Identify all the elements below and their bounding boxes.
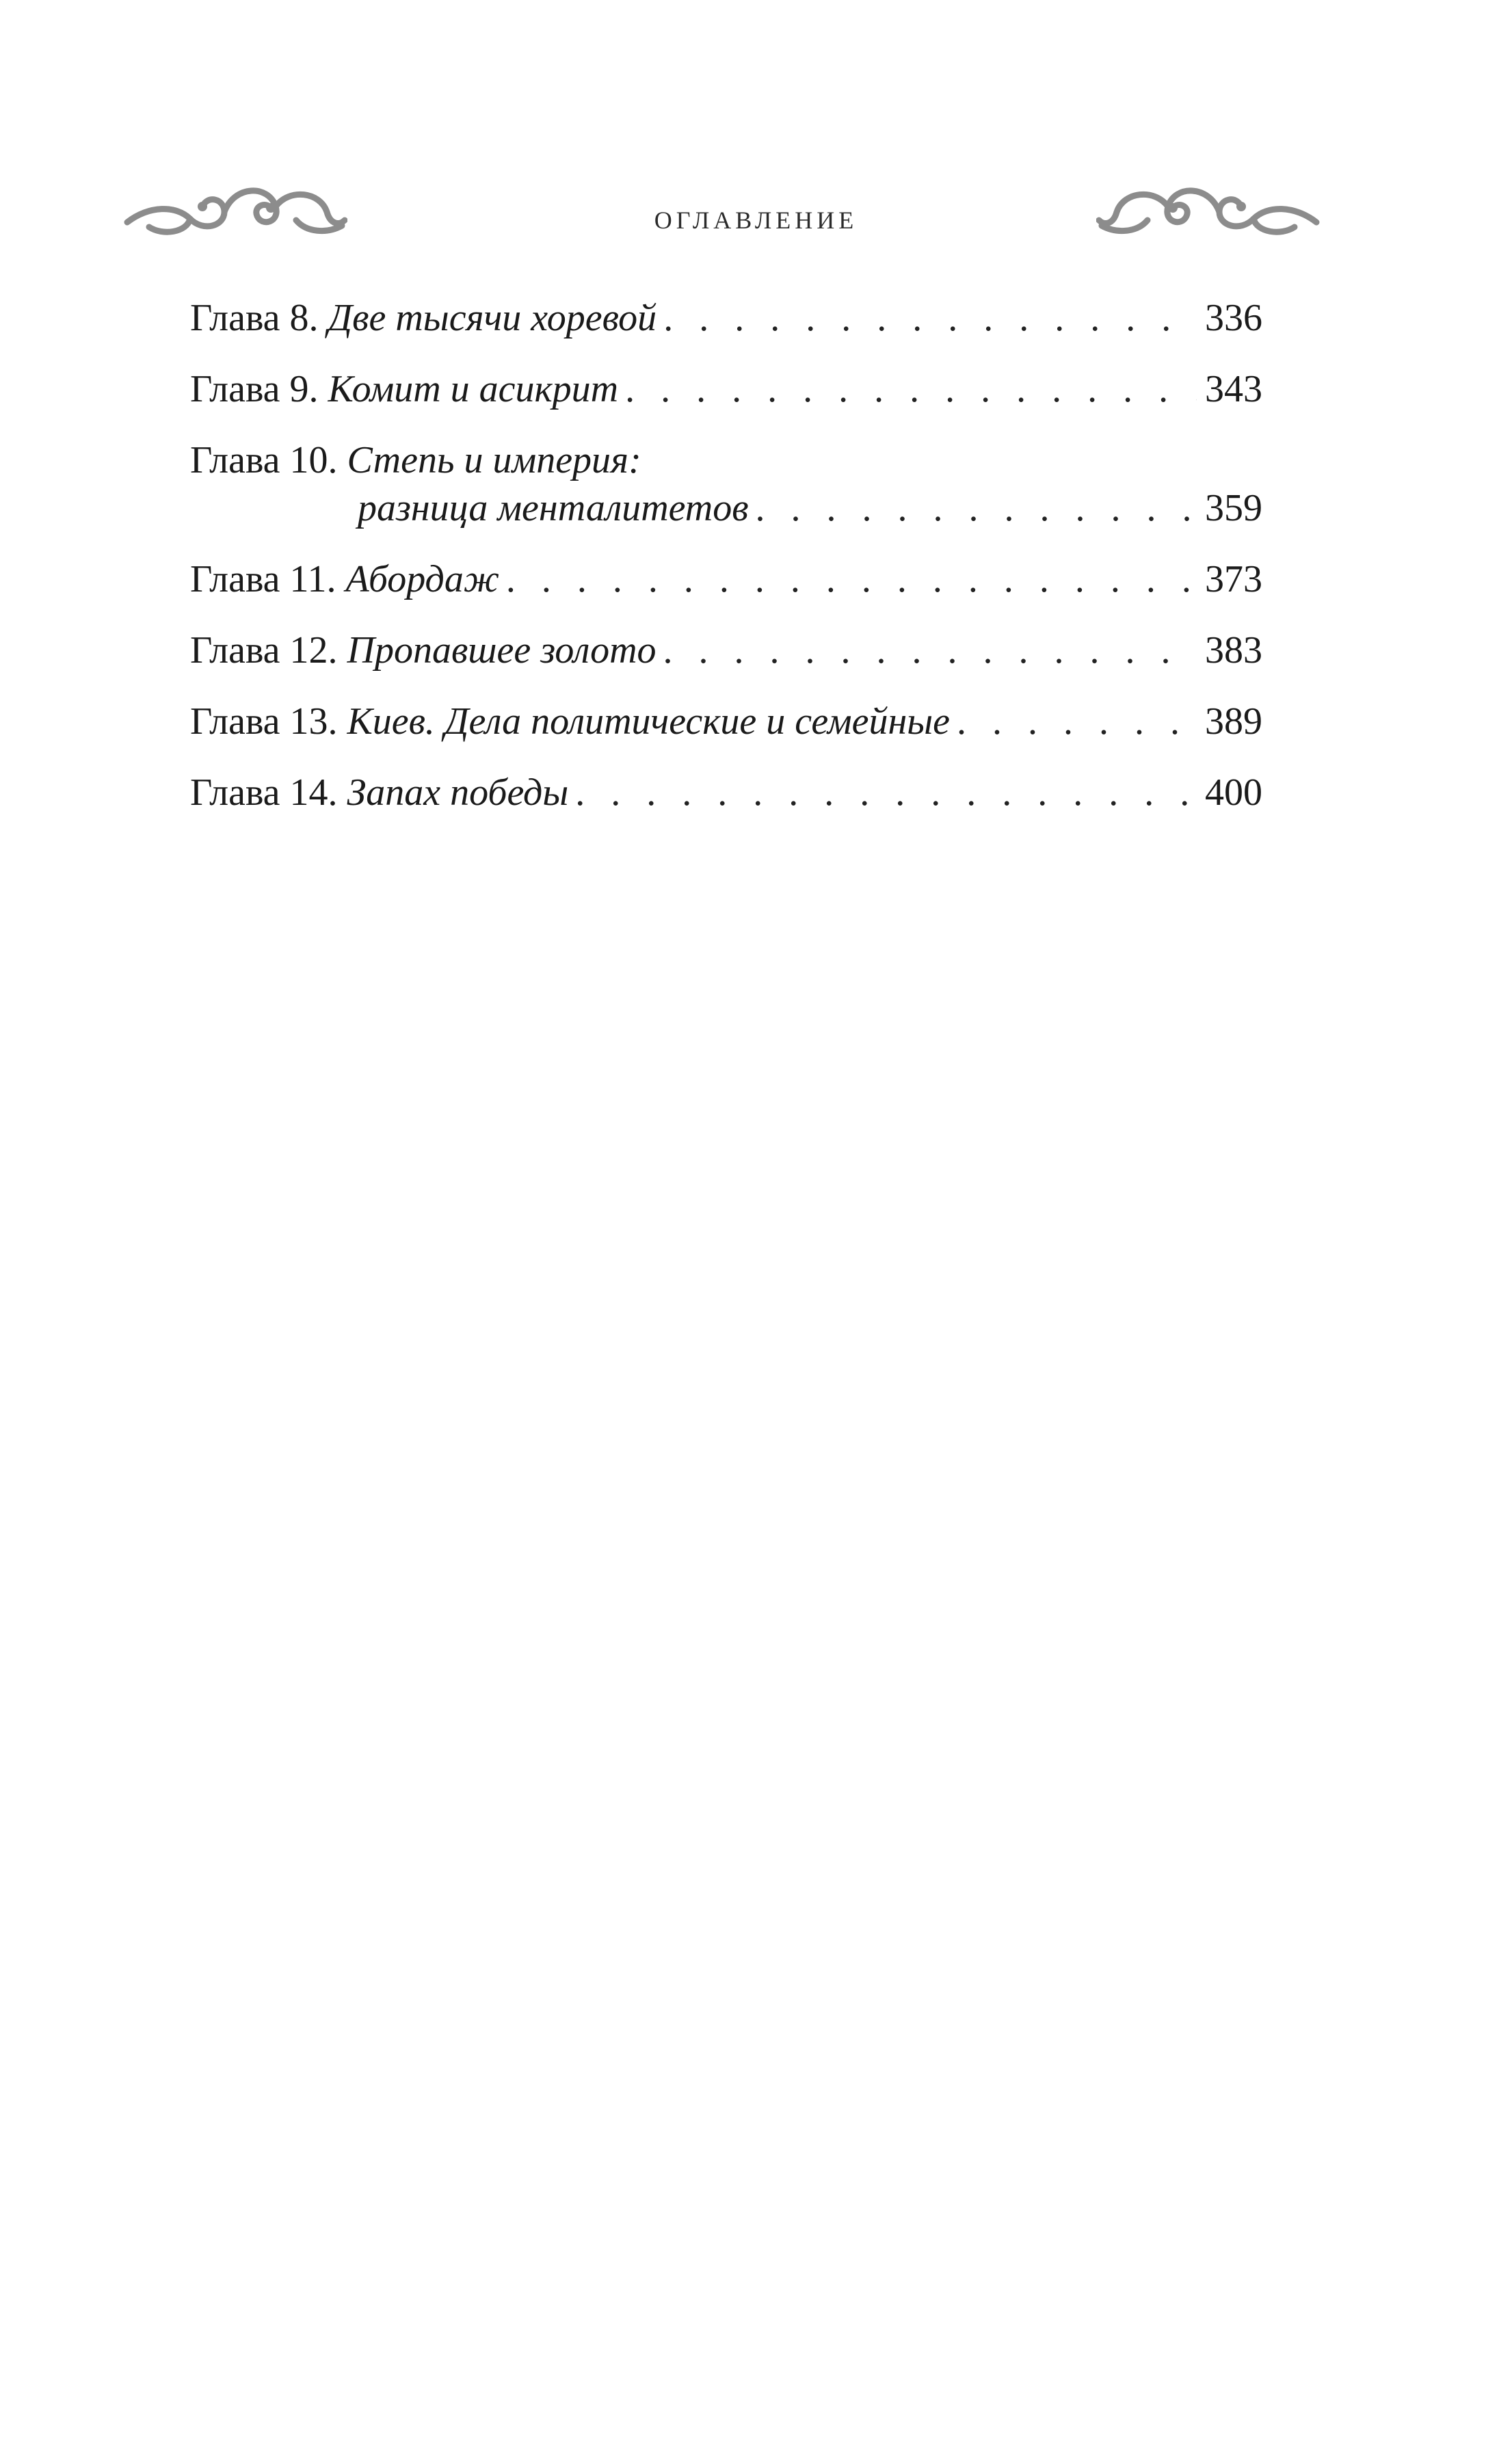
toc-entry[interactable] [190, 626, 1262, 674]
toc-entry-title: Степь и империя: [347, 439, 641, 481]
toc-entry-page-number: 336 [1205, 297, 1262, 339]
page-title: оглавление [654, 198, 858, 237]
toc-entry-prefix: Глава 9. [190, 368, 319, 410]
toc-entry[interactable] [190, 365, 1262, 413]
toc-entry-prefix: Глава 13. [190, 700, 338, 743]
toc-entry-page-number: 400 [1205, 771, 1262, 814]
dot-leader [950, 698, 1197, 745]
toc-entry[interactable] [190, 555, 1262, 603]
toc-entry-prefix: Глава 10. [190, 439, 338, 481]
dot-leader [568, 769, 1197, 817]
toc-entry-page-number: 359 [1205, 487, 1262, 529]
toc-entry-page-number: 373 [1205, 558, 1262, 600]
toc-entry-title: Две тысячи хоревой [328, 297, 657, 339]
dot-leader [618, 365, 1197, 413]
toc-entry-prefix: Глава 11. [190, 558, 336, 600]
toc-entry-title: Абордаж [345, 558, 499, 600]
toc-entry[interactable] [190, 436, 1262, 532]
toc-entry[interactable] [190, 698, 1262, 745]
table-of-contents [190, 294, 1262, 840]
toc-entry-title: Киев. Дела политические и семейные [347, 700, 951, 743]
toc-entry-title: Пропавшее золото [347, 629, 656, 672]
toc-entry-prefix: Глава 12. [190, 629, 338, 672]
toc-entry-page-number: 389 [1205, 700, 1262, 743]
toc-entry-title: Комит и асикрит [328, 368, 619, 410]
dot-leader [656, 294, 1197, 342]
dot-leader [749, 484, 1197, 532]
toc-entry-page-number: 383 [1205, 629, 1262, 672]
toc-entry-prefix: Глава 8. [190, 297, 319, 339]
toc-entry-title-continuation: разница менталитетов [358, 487, 749, 529]
toc-entry-title: Запах победы [347, 771, 569, 814]
page-header [0, 157, 1512, 267]
flourish-ornament-right-icon [1096, 157, 1322, 246]
toc-entry-page-number: 343 [1205, 368, 1262, 410]
dot-leader [656, 626, 1197, 674]
toc-entry-prefix: Глава 14. [190, 771, 338, 814]
dot-leader [499, 555, 1197, 603]
toc-entry[interactable] [190, 294, 1262, 342]
toc-entry[interactable] [190, 769, 1262, 817]
